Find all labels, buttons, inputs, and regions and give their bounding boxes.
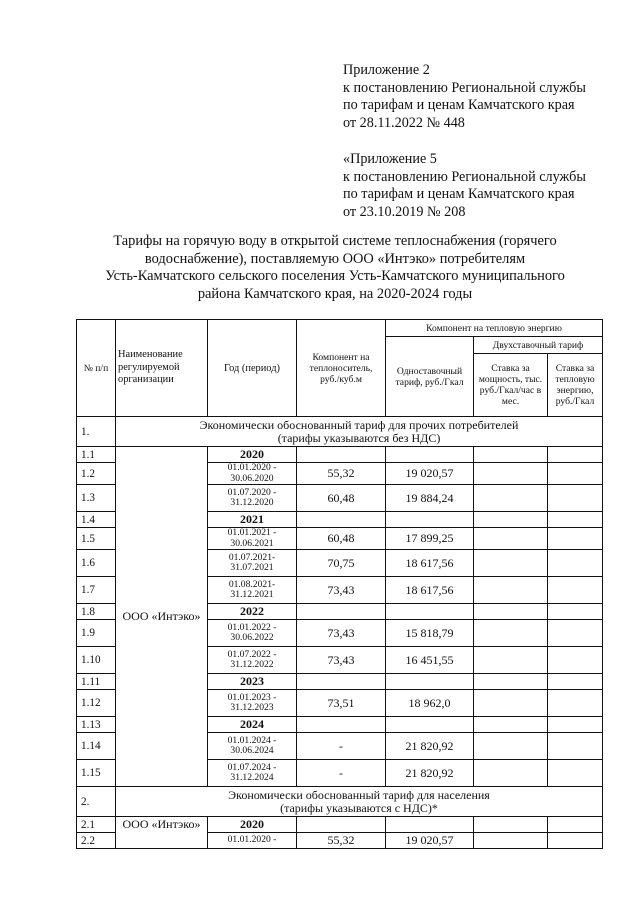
title-line: водоснабжение), поставляемую ООО «Интэко» потребителям (144, 250, 526, 267)
period-from: 01.07.2020 - (227, 486, 277, 498)
period-from: 01.01.2021 - (227, 527, 277, 539)
period-from: 01.07.2021- (228, 551, 276, 563)
header-energy: Компонент на тепловую энергию (386, 320, 603, 337)
single-rate-value: 16 451,55 (386, 647, 474, 674)
period-to: 31.12.2024 (230, 772, 274, 783)
carrier-value: 70,75 (297, 550, 386, 577)
row-num: 1.6 (77, 550, 116, 577)
section-title-line: Экономически обоснованный тариф для прочих потребителей (199, 417, 519, 432)
appendix-line: к постановлению Региональной службы (343, 79, 586, 96)
period-to: 30.06.2021 (230, 537, 274, 549)
carrier-value: 73,43 (297, 647, 386, 674)
appendix-block-5 (343, 151, 633, 221)
period-cell (208, 833, 297, 849)
header-two-part: Двухставочный тариф (474, 337, 603, 354)
year-cell: 2020 (208, 447, 297, 463)
header-period: Год (период) (208, 320, 297, 417)
row-num: 1.15 (77, 760, 116, 787)
appendix-line: по тарифам и ценам Камчатского края (343, 97, 575, 113)
period-cell (208, 620, 297, 647)
row-num: 2.2 (77, 833, 116, 849)
row-num: 1.1 (77, 447, 116, 463)
row-num: 1.12 (77, 690, 116, 717)
tariff-table (76, 319, 603, 849)
header-capacity-rate: Ставка за мощность, тыс. руб./Гкал/час в мес. (474, 354, 548, 417)
appendix-line: к постановлению Региональной службы (343, 168, 586, 185)
single-rate-value: 19 020,57 (386, 463, 474, 485)
appendix-block-2 (343, 62, 633, 132)
row-num: 2.1 (77, 817, 116, 833)
appendix-line: Приложение 2 (343, 62, 430, 78)
carrier-value: - (297, 733, 386, 760)
row-num: 1.8 (77, 604, 116, 620)
row-num: 1.4 (77, 512, 116, 528)
period-to: 31.12.2020 (230, 497, 274, 508)
row-num: 1.14 (77, 733, 116, 760)
row-num: 1.7 (77, 577, 116, 604)
header-num: № п/п (77, 320, 116, 417)
carrier-value: 55,32 (297, 463, 386, 485)
section-title (116, 417, 603, 447)
period-cell (208, 485, 297, 512)
carrier-value: 60,48 (297, 528, 386, 550)
single-rate-value: 18 617,56 (386, 577, 474, 604)
single-rate-value: 18 962,0 (386, 690, 474, 717)
section-title-line: Экономически обоснованный тариф для населения (228, 787, 490, 802)
period-cell (208, 760, 297, 787)
year-cell: 2021 (208, 512, 297, 528)
single-rate-value: 19 020,57 (386, 833, 474, 849)
year-cell: 2023 (208, 674, 297, 690)
carrier-value: - (297, 760, 386, 787)
single-rate-value: 21 820,92 (386, 760, 474, 787)
period-to: 31.12.2023 (230, 702, 274, 713)
period-to: 31.07.2021 (230, 562, 274, 573)
title-line: Тарифы на горячую воду в открытой системе теплоснабжения (горячего (113, 233, 557, 249)
period-to: 30.06.2022 (230, 632, 274, 643)
section-num: 2. (77, 787, 116, 817)
appendix-line: от 23.10.2019 № 208 (343, 203, 466, 220)
single-rate-value: 17 899,25 (386, 528, 474, 550)
period-cell (208, 647, 297, 674)
header-carrier: Компонент на теплоноситель, руб./куб.м (297, 320, 386, 417)
period-cell (208, 550, 297, 577)
row-num: 1.2 (77, 463, 116, 485)
period-to: 31.12.2021 (230, 589, 274, 600)
period-to: 31.12.2022 (230, 659, 274, 670)
period-from: 01.07.2024 - (227, 761, 277, 773)
period-to: 30.06.2024 (230, 745, 274, 756)
header-energy-rate: Ставка за тепловую энергию, руб./Гкал (548, 354, 603, 417)
header-org: Наименование регулируемой организации (116, 320, 208, 417)
row-num: 1.11 (77, 674, 116, 690)
single-rate-value: 15 818,79 (386, 620, 474, 647)
appendix-line: по тарифам и ценам Камчатского края (343, 186, 575, 202)
period-from: 01.01.2023 - (227, 691, 277, 703)
appendix-line: «Приложение 5 (343, 151, 437, 167)
section-title (116, 787, 603, 817)
row-num: 1.3 (77, 485, 116, 512)
period-from: 01.01.2020 - (227, 834, 277, 846)
carrier-value: 60,48 (297, 485, 386, 512)
period-cell (208, 577, 297, 604)
title-line: Усть-Камчатского сельского поселения Усть-Камчатского муниципального (105, 268, 565, 285)
row-num: 1.13 (77, 717, 116, 733)
period-cell (208, 690, 297, 717)
period-cell (208, 463, 297, 485)
period-from: 01.01.2020 - (227, 462, 277, 474)
org-name-cell: ООО «Интэко» (116, 447, 208, 787)
year-cell: 2020 (208, 817, 297, 833)
carrier-value: 73,51 (297, 690, 386, 717)
period-cell (208, 528, 297, 550)
single-rate-value: 21 820,92 (386, 733, 474, 760)
appendix-line: от 28.11.2022 № 448 (343, 114, 465, 131)
carrier-value: 55,32 (297, 833, 386, 849)
org-name-cell: ООО «Интэко» (116, 817, 208, 849)
year-cell: 2022 (208, 604, 297, 620)
single-rate-value: 19 884,24 (386, 485, 474, 512)
section-title-line: (тарифы указываются с НДС)* (280, 800, 438, 815)
section-title-line: (тарифы указываются без НДС) (277, 430, 441, 445)
single-rate-value: 18 617,56 (386, 550, 474, 577)
period-cell (208, 733, 297, 760)
title-line: района Камчатского края, на 2020-2024 годы (197, 285, 473, 302)
period-to: 30.06.2020 (230, 472, 274, 484)
carrier-value: 73,43 (297, 620, 386, 647)
carrier-value: 73,43 (297, 577, 386, 604)
section-num: 1. (77, 417, 116, 447)
row-num: 1.10 (77, 647, 116, 674)
header-single-rate: Одноставочный тариф, руб./Гкал (386, 337, 474, 417)
period-from: 01.01.2024 - (227, 734, 277, 746)
period-from: 01.08.2021- (228, 578, 276, 590)
year-cell: 2024 (208, 717, 297, 733)
period-from: 01.01.2022 - (227, 621, 277, 633)
row-num: 1.5 (77, 528, 116, 550)
period-from: 01.07.2022 - (227, 648, 277, 660)
row-num: 1.9 (77, 620, 116, 647)
document-title (70, 233, 600, 303)
